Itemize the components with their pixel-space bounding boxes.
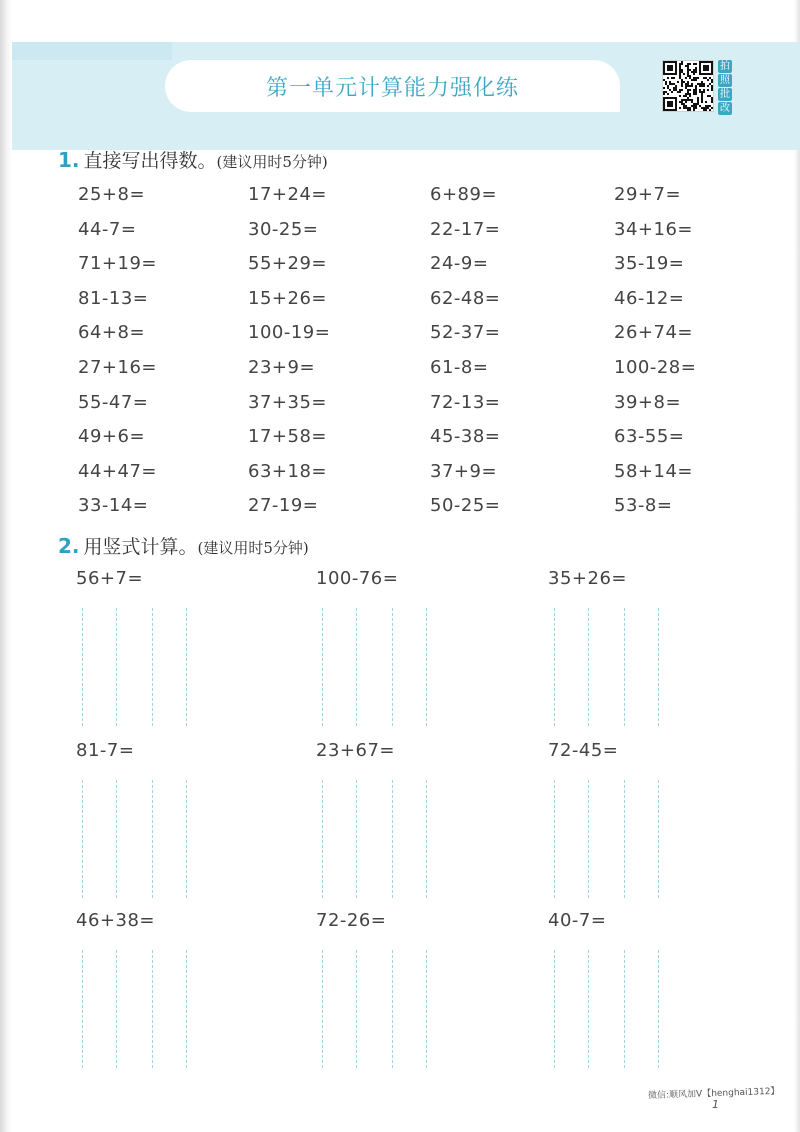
section1-label: 直接写出得数。 <box>83 150 217 172</box>
work-guide-line <box>322 608 323 726</box>
oral-calc-problem: 27-19= <box>248 495 319 517</box>
page-edge-shadow <box>794 0 800 1132</box>
oral-calc-problem: 55-47= <box>78 391 149 413</box>
section2-heading <box>58 532 309 559</box>
work-guide-line <box>426 950 427 1068</box>
work-guide-line <box>116 950 117 1068</box>
section1-number: 1. <box>58 148 80 172</box>
title-box <box>165 60 620 112</box>
oral-calc-problem: 52-37= <box>430 322 501 344</box>
oral-calc-problem: 63-55= <box>614 426 685 448</box>
oral-calc-problem: 25+8= <box>78 184 146 205</box>
work-guide-line <box>322 780 323 898</box>
work-guide-line <box>82 950 83 1068</box>
oral-calc-problem: 37+9= <box>430 460 498 482</box>
header-tab-notch <box>12 42 172 60</box>
oral-calc-problem: 30-25= <box>248 218 319 240</box>
oral-calc-problem: 44+47= <box>78 460 157 482</box>
column-calc-problem: 81-7= <box>76 740 135 761</box>
work-guide-line <box>186 608 187 726</box>
oral-calc-problem: 45-38= <box>430 426 501 448</box>
work-guide-line <box>392 780 393 898</box>
column-calc-problem: 100-76= <box>316 568 399 589</box>
work-guide-line <box>426 608 427 726</box>
work-guide-line <box>186 780 187 898</box>
column-calc-problem: 72-26= <box>316 910 387 931</box>
work-guide-line <box>624 608 625 726</box>
oral-calc-problem: 63+18= <box>248 460 327 482</box>
oral-calc-problem: 58+14= <box>614 460 693 482</box>
work-guide-line <box>554 950 555 1068</box>
work-guide-line <box>356 950 357 1068</box>
footer-note: 微信:顺风加V【henghai1312】 <box>647 1086 780 1102</box>
work-guide-line <box>554 608 555 726</box>
oral-calc-problem: 17+24= <box>248 184 327 205</box>
work-guide-line <box>356 780 357 898</box>
oral-calc-problem: 34+16= <box>614 218 693 240</box>
column-calc-problem: 40-7= <box>548 910 607 931</box>
oral-calc-problem: 62-48= <box>430 287 501 309</box>
work-guide-line <box>624 950 625 1068</box>
work-guide-line <box>392 608 393 726</box>
work-guide-line <box>588 950 589 1068</box>
oral-calc-problem: 22-17= <box>430 218 501 240</box>
oral-calc-problem: 50-25= <box>430 495 501 517</box>
qr-label-char: 拍 <box>720 61 730 72</box>
oral-calc-problem: 23+9= <box>248 357 316 378</box>
photo-grading-label <box>716 60 734 115</box>
oral-calc-problem: 49+6= <box>78 426 146 448</box>
work-guide-line <box>116 608 117 726</box>
qr-label-char: 改 <box>720 103 730 114</box>
section2-label: 用竖式计算。 <box>83 536 198 558</box>
work-guide-line <box>82 608 83 726</box>
section1-heading <box>58 146 328 173</box>
oral-calc-problem: 17+58= <box>248 426 327 448</box>
qr-label-char: 批 <box>720 89 730 100</box>
qr-label-char: 照 <box>720 75 730 86</box>
oral-calc-problem: 61-8= <box>430 357 489 378</box>
binding-shadow <box>0 0 12 1132</box>
work-guide-line <box>82 780 83 898</box>
work-guide-line <box>392 950 393 1068</box>
work-guide-line <box>426 780 427 898</box>
oral-calc-problem: 39+8= <box>614 391 682 413</box>
work-guide-line <box>624 780 625 898</box>
oral-calc-problem: 24-9= <box>430 253 489 275</box>
oral-calc-problem: 26+74= <box>614 322 693 344</box>
oral-calc-problem: 72-13= <box>430 391 501 413</box>
section2-number: 2. <box>58 534 80 558</box>
oral-calc-problem: 46-12= <box>614 287 685 309</box>
page-number: 1 <box>712 1098 719 1111</box>
oral-calc-problem: 44-7= <box>78 218 137 240</box>
work-guide-line <box>322 950 323 1068</box>
qr-code-icon[interactable] <box>662 60 714 112</box>
work-guide-line <box>658 608 659 726</box>
oral-calc-problem: 71+19= <box>78 253 157 275</box>
oral-calc-problem: 6+89= <box>430 184 498 205</box>
work-guide-line <box>658 780 659 898</box>
oral-calc-problem: 55+29= <box>248 253 327 275</box>
column-calc-problem: 46+38= <box>76 910 155 931</box>
oral-calc-problem: 35-19= <box>614 253 685 275</box>
column-calc-problem: 72-45= <box>548 740 619 761</box>
oral-calc-problem: 81-13= <box>78 287 149 309</box>
oral-calc-problem: 29+7= <box>614 184 682 205</box>
work-guide-line <box>116 780 117 898</box>
column-calc-problem: 56+7= <box>76 568 144 589</box>
oral-calc-problem: 100-28= <box>614 357 697 378</box>
oral-calc-problem: 64+8= <box>78 322 146 344</box>
work-guide-line <box>588 608 589 726</box>
work-guide-line <box>588 780 589 898</box>
work-guide-line <box>356 608 357 726</box>
oral-calc-problem: 37+35= <box>248 391 327 413</box>
work-guide-line <box>152 780 153 898</box>
oral-calc-problem: 15+26= <box>248 287 327 309</box>
work-guide-line <box>152 950 153 1068</box>
oral-calc-problem: 33-14= <box>78 495 149 517</box>
oral-calc-problem: 53-8= <box>614 495 673 517</box>
column-calc-problem: 35+26= <box>548 568 627 589</box>
work-guide-line <box>186 950 187 1068</box>
section2-hint: (建议用时5分钟) <box>197 539 309 557</box>
column-calc-problem: 23+67= <box>316 740 395 761</box>
work-guide-line <box>554 780 555 898</box>
work-guide-line <box>152 608 153 726</box>
page-title: 第一单元计算能力强化练 <box>265 75 519 101</box>
section1-hint: (建议用时5分钟) <box>216 153 328 171</box>
work-guide-line <box>658 950 659 1068</box>
oral-calc-problem: 100-19= <box>248 322 331 344</box>
oral-calc-problem: 27+16= <box>78 357 157 378</box>
